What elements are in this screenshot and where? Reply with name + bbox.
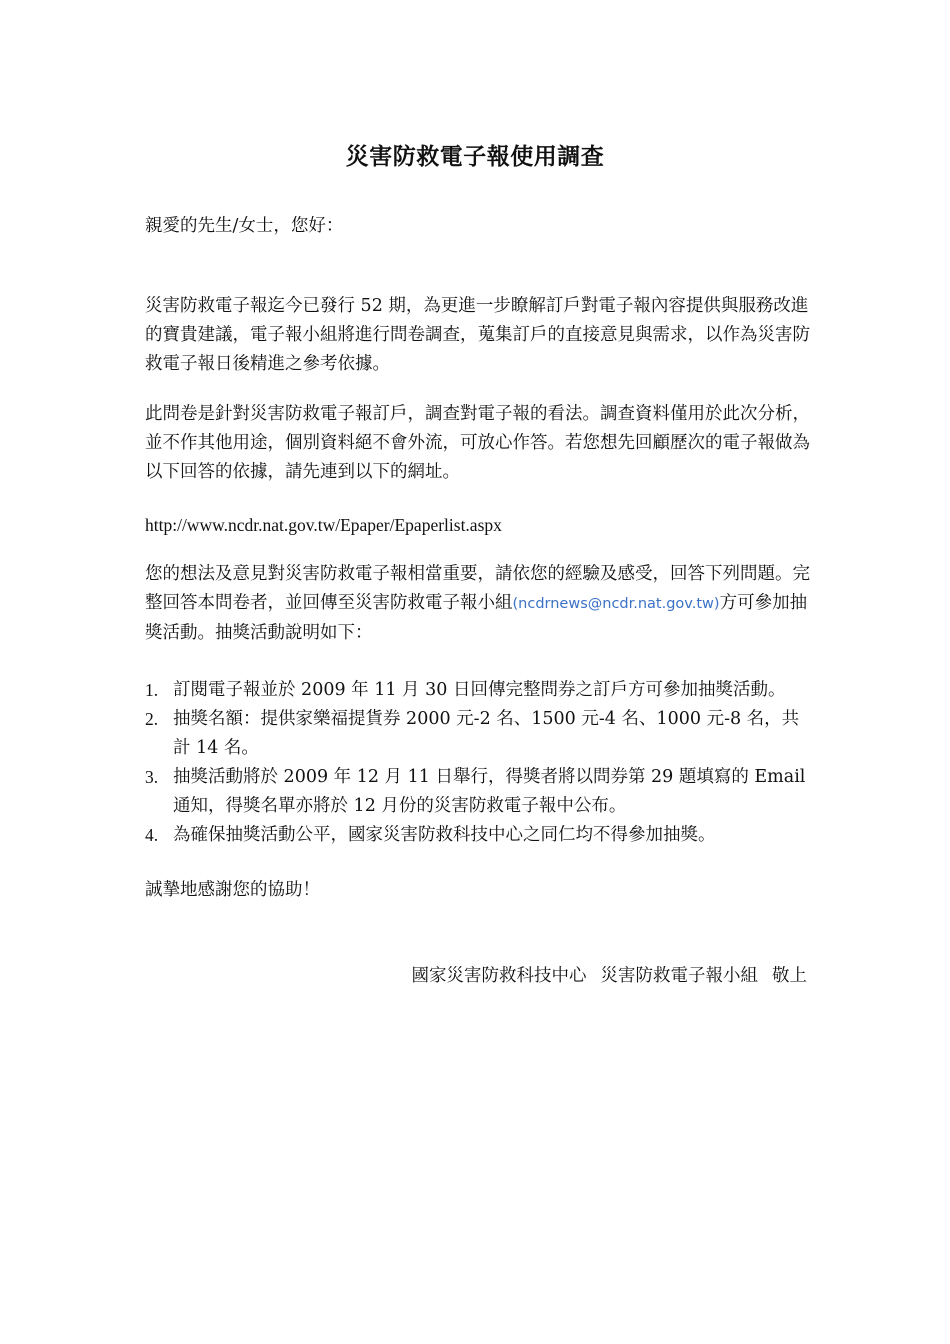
greeting: 親愛的先生/女士，您好： (145, 216, 344, 236)
list-item-number: 1. (145, 680, 159, 700)
list-item-text: 為確保抽獎活動公平，國家災害防救科技中心之同仁均不得參加抽獎。 (173, 825, 716, 845)
signature-closing: 敬上 (772, 966, 807, 986)
list-item-number: 3. (145, 767, 159, 787)
signature (145, 962, 807, 991)
thanks-note: 誠摯地感謝您的協助！ (145, 880, 320, 900)
lottery-rules-list (145, 676, 815, 850)
page-title: 災害防救電子報使用調查 (345, 143, 605, 170)
list-item (145, 821, 815, 850)
lottery-paragraph-tail: 方可參加抽獎活動。抽獎活動說明如下： (145, 593, 808, 643)
signature-team: 災害防救電子報小組 (600, 966, 758, 986)
list-item (145, 705, 815, 763)
list-item (145, 763, 815, 821)
epaper-list-link[interactable]: http://www.ncdr.nat.gov.tw/Epaper/Epaperlist.aspx (145, 515, 502, 535)
list-item-number: 2. (145, 709, 159, 729)
list-item-text: 訂閱電子報並於 2009 年 11 月 30 日回傳完整問券之訂戶方可參加抽獎活動。 (173, 680, 786, 700)
lottery-paragraph (145, 560, 815, 648)
contact-email-link[interactable]: (ncdrnews@ncdr.nat.gov.tw) (512, 596, 720, 612)
lottery-paragraph-text: 您的想法及意見對災害防救電子報相當重要，請依您的經驗及感受，回答下列問題。完整回答本問卷者，並回傳至災害防救電子報小組 (145, 564, 810, 613)
list-item-text: 抽獎活動將於 2009 年 12 月 11 日舉行，得獎者將以問券第 29 題填寫的 Email 通知，得獎名單亦將於 12 月份的災害防救電子報中公布。 (173, 767, 806, 816)
list-item (145, 676, 815, 705)
signature-org: 國家災害防救科技中心 (411, 966, 587, 986)
intro-paragraph: 災害防救電子報迄今已發行 52 期，為更進一步瞭解訂戶對電子報內容提供與服務改進的寶貴建議，電子報小組將進行問卷調查，蒐集訂戶的直接意見與需求，以作為災害防救電子報日後精進之參考依據。 (145, 296, 810, 374)
list-item-number: 4. (145, 825, 159, 845)
purpose-paragraph: 此問卷是針對災害防救電子報訂戶，調查對電子報的看法。調查資料僅用於此次分析，並不作其他用途，個別資料絕不會外流，可放心作答。若您想先回顧歷次的電子報做為以下回答的依據，請先連到以下的網址。 (145, 404, 810, 482)
list-item-text: 抽獎名額：提供家樂福提貨券 2000 元-2 名、1500 元-4 名、1000 元-8 名，共計 14 名。 (173, 709, 800, 758)
